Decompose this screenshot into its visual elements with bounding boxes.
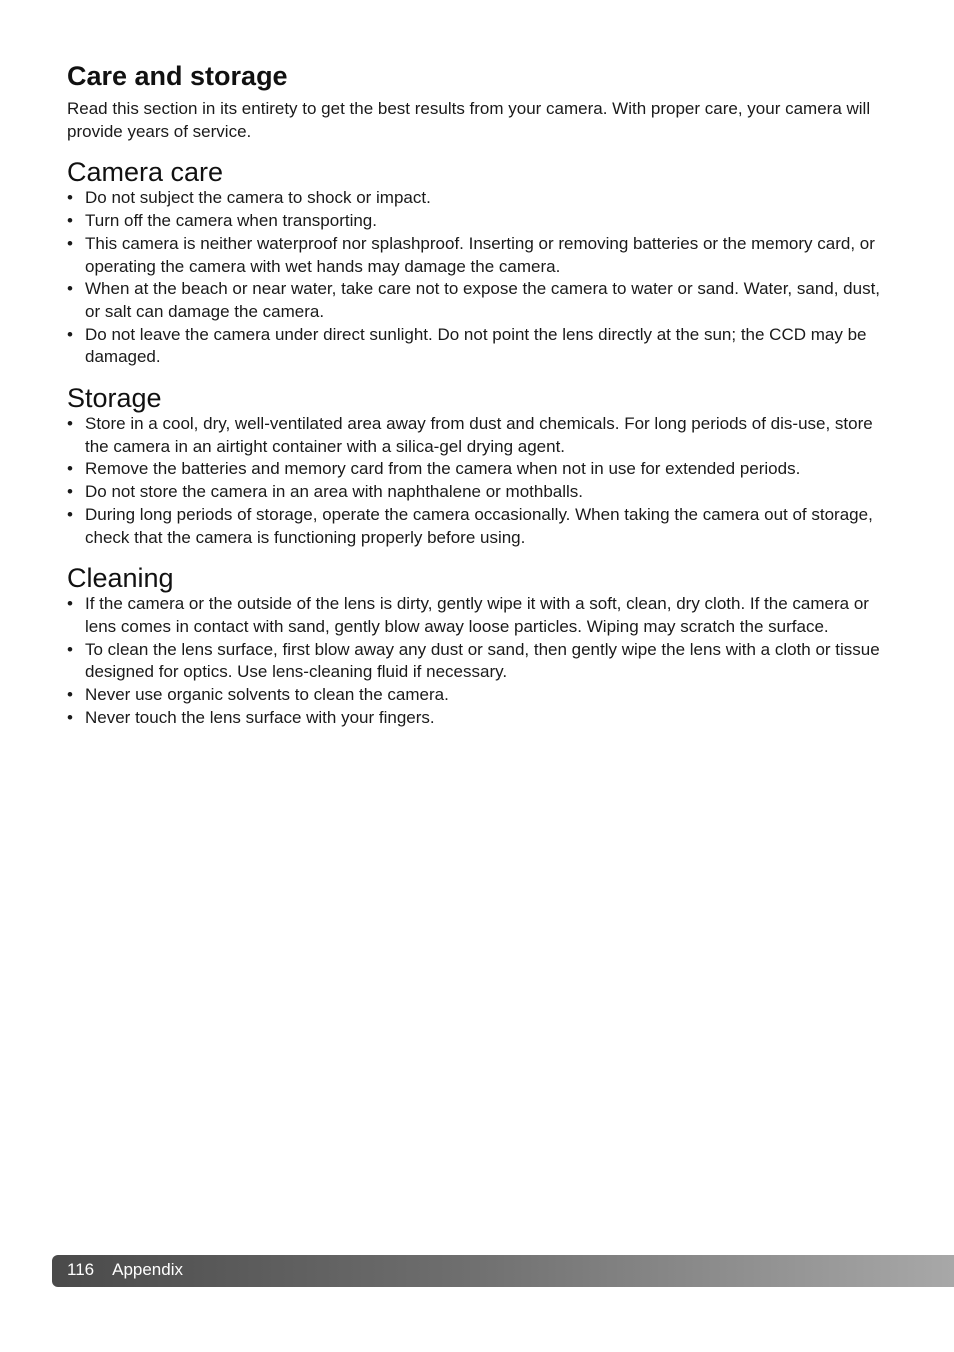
list-item-text: Do not leave the camera under direct sunlight. Do not point the lens directly at the sun; the CCD may be damaged. — [85, 324, 867, 367]
list-item — [67, 413, 887, 458]
list-item — [67, 324, 887, 369]
page-title: Care and storage — [67, 61, 288, 91]
section-heading: Camera care — [67, 157, 224, 188]
list-item-text: If the camera or the outside of the lens is dirty, gently wipe it with a soft, clean, dry cloth. If the camera or lens comes in contact with sand, gently blow away loose particles. Wiping may scratch the surface. — [85, 594, 869, 636]
list-item-text: Do not subject the camera to shock or impact. — [85, 188, 431, 208]
list-item-text: When at the beach or near water, take care not to expose the camera to water or sand. Water, sand, dust, or salt can damage the camera. — [85, 279, 881, 321]
bullet-icon: • — [67, 324, 73, 344]
bullet-icon: • — [67, 211, 73, 231]
list-item — [67, 210, 887, 233]
section-heading: Storage — [67, 383, 162, 414]
section-heading: Cleaning — [67, 563, 174, 594]
list-item-text: Never use organic solvents to clean the camera. — [85, 685, 449, 705]
intro-paragraph: Read this section in its entirety to get the best results from your camera. With proper care, your camera will provide years of service. — [67, 99, 871, 141]
list-item-text: Store in a cool, dry, well-ventilated area away from dust and chemicals. For long periods of dis-use, store the camera in an airtight container with a silica-gel drying agent. — [85, 414, 873, 456]
bullet-list — [67, 593, 887, 729]
list-item — [67, 707, 887, 730]
bullet-icon: • — [67, 504, 73, 524]
bullet-icon: • — [67, 414, 73, 434]
list-item-text: Turn off the camera when transporting. — [85, 211, 377, 231]
list-item-text: Remove the batteries and memory card from the camera when not in use for extended periods. — [85, 459, 801, 479]
list-item — [67, 639, 887, 684]
list-item — [67, 684, 887, 707]
section-storage — [67, 383, 887, 549]
bullet-icon: • — [67, 188, 73, 208]
bullet-list — [67, 413, 887, 549]
footer-bar — [52, 1255, 954, 1287]
bullet-icon: • — [67, 685, 73, 705]
list-item — [67, 458, 887, 481]
list-item-text: To clean the lens surface, first blow away any dust or sand, then gently wipe the lens with a cloth or tissue designed for optics. Use lens-cleaning fluid if necessary. — [85, 639, 880, 682]
bullet-icon: • — [67, 639, 73, 659]
section-camera-care — [67, 157, 887, 369]
footer-section-label: Appendix — [112, 1260, 183, 1279]
bullet-list — [67, 187, 887, 369]
section-cleaning — [67, 563, 887, 729]
list-item — [67, 481, 887, 504]
list-item — [67, 504, 887, 549]
list-item-text: Never touch the lens surface with your fingers. — [85, 707, 435, 727]
bullet-icon: • — [67, 233, 73, 253]
list-item — [67, 187, 887, 210]
list-item-text: During long periods of storage, operate the camera occasionally. When taking the camera out of storage, check that the camera is functioning properly before using. — [85, 504, 873, 547]
page-content — [67, 58, 887, 743]
list-item — [67, 593, 887, 638]
bullet-icon: • — [67, 459, 73, 479]
bullet-icon: • — [67, 279, 73, 299]
list-item — [67, 233, 887, 278]
bullet-icon: • — [67, 707, 73, 727]
bullet-icon: • — [67, 594, 73, 614]
page-number: 116 — [67, 1260, 95, 1279]
footer-text — [67, 1255, 201, 1285]
list-item-text: Do not store the camera in an area with naphthalene or mothballs. — [85, 482, 584, 502]
list-item — [67, 278, 887, 323]
bullet-icon: • — [67, 482, 73, 502]
list-item-text: This camera is neither waterproof nor splashproof. Inserting or removing batteries or the memory card, or operating the camera with wet hands may damage the camera. — [85, 233, 875, 276]
